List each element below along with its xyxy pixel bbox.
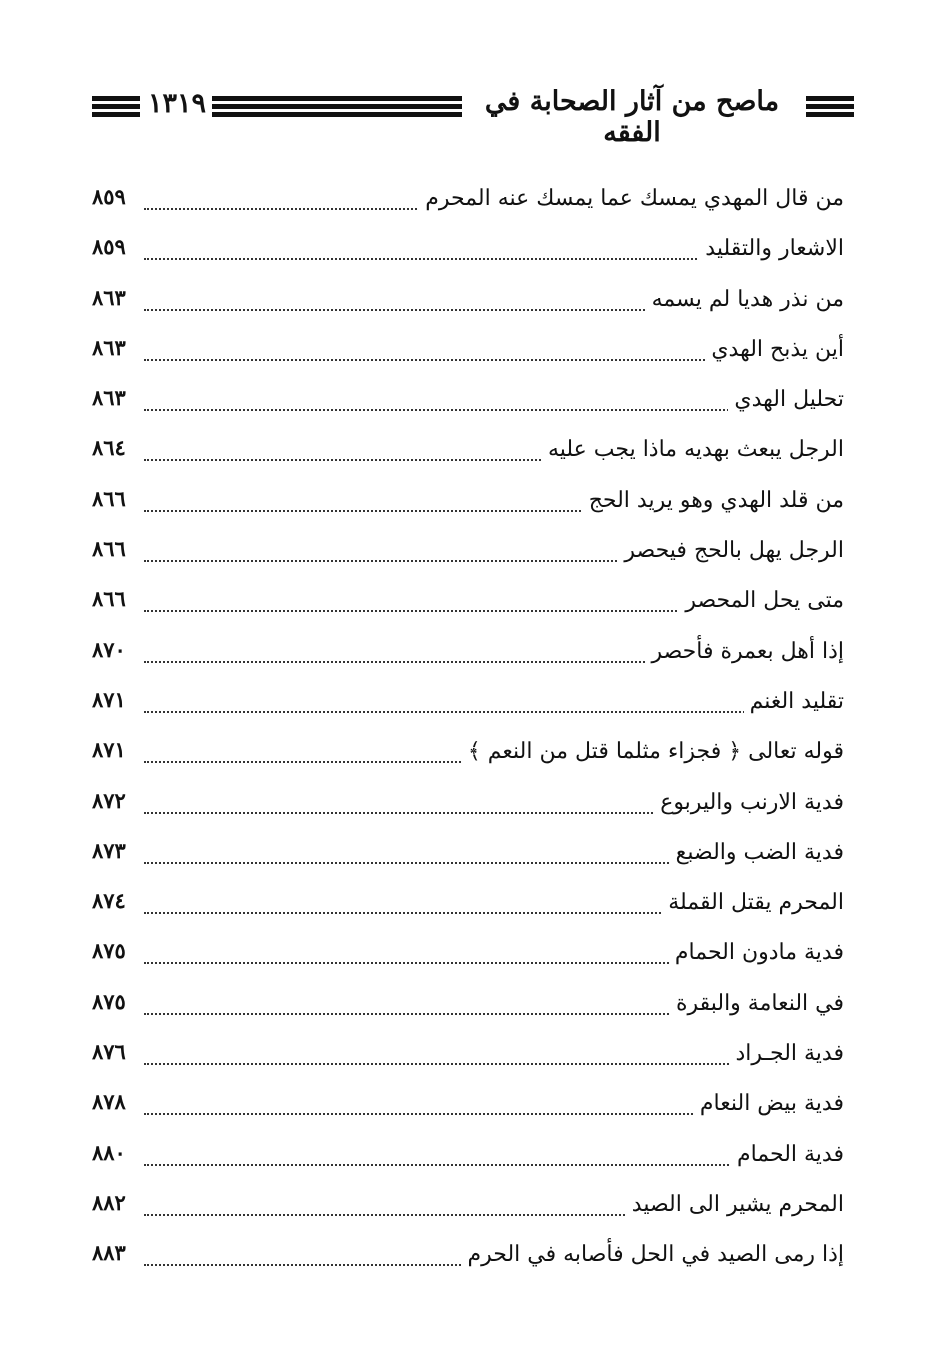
toc-entry-page: ٨٦٣ [92, 385, 126, 411]
header-rule-left [92, 96, 140, 118]
toc-entry-title: قوله تعالى ﴿ فجزاء مثلما قتل من النعم ﴾ [462, 739, 844, 764]
header-rule-right [806, 96, 854, 118]
toc-entry [92, 1039, 844, 1089]
toc-entry [92, 234, 844, 284]
toc-entry-page: ٨٧١ [92, 737, 126, 763]
toc-entry-page: ٨٧٢ [92, 787, 126, 813]
book-title: ماصح من آثار الصحابة في الفقه [484, 86, 780, 148]
toc-entry [92, 637, 844, 687]
toc-entry [92, 989, 844, 1039]
toc-entry-title: إذا رمى الصيد في الحل فأصابه في الحرم [462, 1242, 844, 1267]
toc-entry [92, 888, 844, 938]
toc-entry-page: ٨٧٦ [92, 1039, 126, 1065]
header-rule-middle [212, 96, 462, 118]
toc-entry-page: ٨٧١ [92, 686, 126, 712]
toc-entry [92, 838, 844, 888]
toc-entry [92, 1089, 844, 1139]
table-of-contents [92, 184, 844, 1291]
toc-entry [92, 536, 844, 586]
toc-entry [92, 938, 844, 988]
toc-entry-page: ٨٧٣ [92, 837, 126, 863]
toc-entry [92, 737, 844, 787]
toc-entry-page: ٨٧٥ [92, 988, 126, 1014]
dot-leader [144, 711, 844, 713]
toc-entry-page: ٨٨٣ [92, 1240, 126, 1266]
toc-entry-page: ٨٧٥ [92, 938, 126, 964]
toc-entry-title: فدية بيض النعام [694, 1091, 844, 1116]
toc-entry-title: فدية مادون الحمام [669, 940, 844, 965]
toc-entry-page: ٨٦٤ [92, 435, 126, 461]
toc-entry [92, 1140, 844, 1190]
toc-entry-title: الرجل يهل بالحج فيحصر [618, 538, 844, 563]
toc-entry-page: ٨٦٦ [92, 536, 126, 562]
page-number: ١٣١٩ [147, 88, 206, 119]
toc-entry [92, 486, 844, 536]
toc-entry-title: تقليد الغنم [744, 689, 844, 714]
toc-entry-title: أين يذبح الهدي [705, 337, 844, 362]
toc-entry-title: فدية الارنب واليربوع [654, 790, 844, 815]
toc-entry-title: فدية الضب والضبع [670, 840, 844, 865]
toc-entry-page: ٨٧٠ [92, 636, 126, 662]
toc-entry-title: متى يحل المحصر [679, 588, 844, 613]
toc-entry [92, 687, 844, 737]
toc-entry-title: المحرم يقتل القملة [662, 890, 844, 915]
toc-entry-page: ٨٦٣ [92, 284, 126, 310]
toc-entry-title: المحرم يشير الى الصيد [626, 1192, 844, 1217]
toc-entry-title: من قلد الهدي وهو يريد الحج [583, 488, 844, 513]
toc-entry-page: ٨٥٩ [92, 234, 126, 260]
toc-entry-page: ٨٨٠ [92, 1139, 126, 1165]
toc-entry-title: الرجل يبعث بهديه ماذا يجب عليه [542, 437, 844, 462]
toc-entry-title: في النعامة والبقرة [670, 991, 844, 1016]
toc-entry [92, 285, 844, 335]
toc-entry-page: ٨٧٤ [92, 888, 126, 914]
toc-entry [92, 335, 844, 385]
toc-entry-page: ٨٦٦ [92, 485, 126, 511]
toc-entry [92, 435, 844, 485]
toc-entry [92, 385, 844, 435]
toc-entry-page: ٨٥٩ [92, 184, 126, 209]
toc-entry-page: ٨٨٢ [92, 1189, 126, 1215]
toc-entry [92, 586, 844, 636]
toc-entry-title: من قال المهدي يمسك عما يمسك عنه المحرم [419, 186, 844, 211]
toc-entry-title: من نذر هديا لم يسمه [646, 287, 844, 312]
toc-entry-page: ٨٦٦ [92, 586, 126, 612]
toc-entry-title: فدية الحمام [731, 1142, 844, 1167]
toc-entry [92, 184, 844, 234]
toc-entry [92, 1240, 844, 1290]
toc-entry-title: إذا أهل بعمرة فأحصر [645, 639, 844, 664]
toc-entry [92, 1190, 844, 1240]
toc-entry-title: فدية الجـراد [730, 1041, 845, 1066]
toc-entry-page: ٨٧٨ [92, 1089, 126, 1115]
page-header [92, 86, 854, 148]
toc-entry-title: تحليل الهدي [728, 387, 844, 412]
toc-entry [92, 788, 844, 838]
toc-entry-title: الاشعار والتقليد [699, 236, 844, 261]
toc-entry-page: ٨٦٣ [92, 334, 126, 360]
